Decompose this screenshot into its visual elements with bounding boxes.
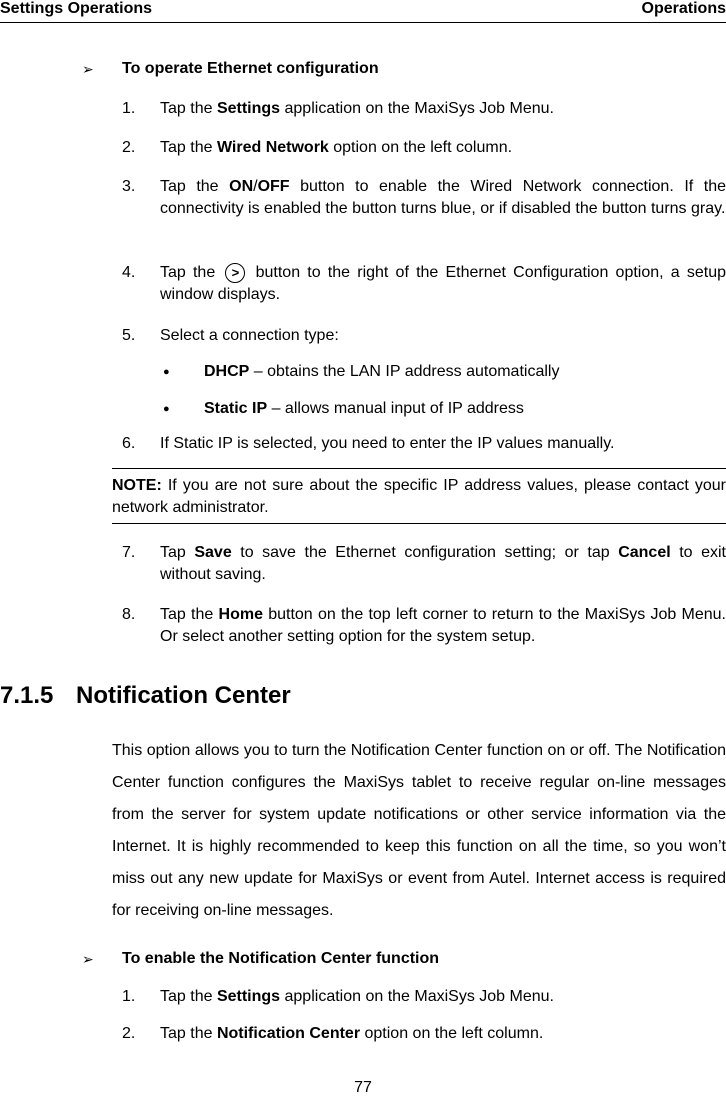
page-number: 77 (354, 1079, 372, 1096)
note-box: NOTE: If you are not sure about the specific IP address values, please contact your network administrator. (112, 468, 726, 524)
step-text: Tap the Settings application on the MaxiSys Job Menu. (160, 100, 554, 117)
step-number: 4. (122, 264, 136, 281)
step-text: Tap the > button to the right of the Ethernet Configuration option, a setup window displays. (160, 264, 726, 303)
step-number: 1. (122, 100, 136, 117)
bullet-icon: ● (163, 403, 170, 415)
step-number: 6. (122, 435, 136, 452)
step-text: If Static IP is selected, you need to enter the IP values manually. (160, 435, 615, 452)
arrow-bullet-icon: ➢ (82, 61, 94, 77)
step-text: Tap the Settings application on the MaxiSys Job Menu. (160, 988, 554, 1005)
step-text: Tap the Wired Network option on the left column. (160, 139, 513, 156)
step-number: 7. (122, 544, 136, 561)
bullet-icon: ● (163, 366, 170, 378)
page-header (0, 0, 726, 23)
header-right: Operations (641, 0, 726, 17)
step-text: Select a connection type: (160, 327, 339, 344)
header-left: Settings Operations (0, 0, 153, 17)
step-text: Tap the ON/OFF button to enable the Wired Network connection. If the connectivity is enabled the button turns blue, or if disabled the button turns gray. (160, 178, 726, 217)
step-number: 2. (122, 139, 136, 156)
bullet-text: Static IP – allows manual input of IP address (204, 400, 524, 417)
arrow-bullet-icon: ➢ (82, 951, 94, 967)
eth-heading: To operate Ethernet configuration (122, 60, 379, 77)
body-paragraph: This option allows you to turn the Notification Center function on or off. The Notification Center function configures the MaxiSys tablet to receive regular on-line messages from the server for system update notifications or other service information via the Internet. It is highly recommended to keep this function on all the time, so you won’t miss out any new update for MaxiSys or event from Autel. Internet access is required for receiving on-line messages. (112, 742, 726, 919)
step-number: 8. (122, 606, 136, 623)
step-number: 1. (122, 988, 136, 1005)
step-number: 5. (122, 327, 136, 344)
chevron-right-icon: > (225, 263, 245, 283)
bullet-text: DHCP – obtains the LAN IP address automatically (204, 363, 560, 380)
step-text: Tap Save to save the Ethernet configuration setting; or tap Cancel to exit without saving. (160, 544, 726, 583)
step-text: Tap the Home button on the top left corner to return to the MaxiSys Job Menu. Or select another setting option for the system setup. (160, 606, 726, 645)
step-text: Tap the Notification Center option on the left column. (160, 1025, 544, 1042)
step-number: 2. (122, 1025, 136, 1042)
step-number: 3. (122, 178, 136, 195)
notif-heading: To enable the Notification Center function (122, 950, 440, 967)
section-heading: 7.1.5 Notification Center (0, 682, 291, 709)
